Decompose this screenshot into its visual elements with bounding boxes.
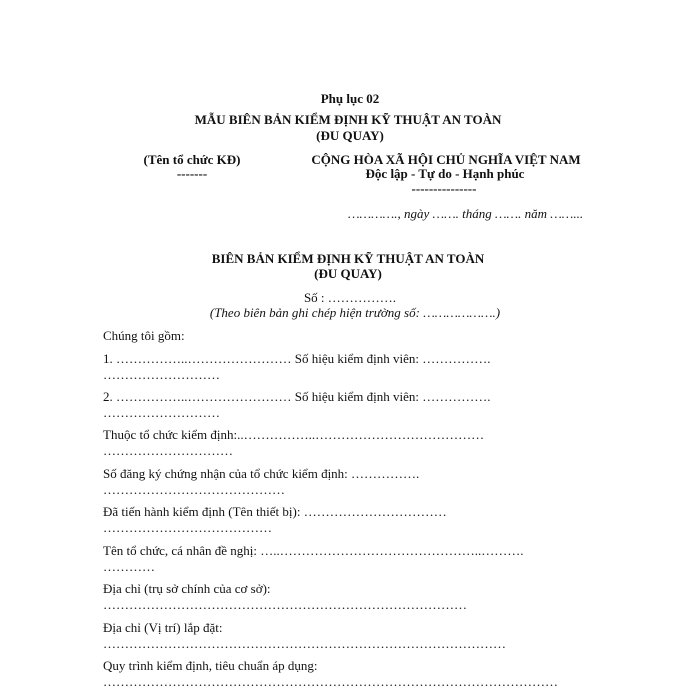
organization-name: (Tên tổ chức KĐ) xyxy=(143,152,241,167)
organization-field: Thuộc tổ chức kiểm định:..……………..………………………………… xyxy=(103,427,485,442)
inspector-1-line: 1. ……………..…………………… Số hiệu kiểm định viên: ……………. xyxy=(103,351,491,366)
certificate-field: Số đăng ký chứng nhận của tổ chức kiểm định: ……………. xyxy=(103,466,420,481)
date-line: …………., ngày ……. tháng ……. năm ……... xyxy=(348,206,584,221)
field-record-reference: (Theo biên bản ghi chép hiện trường số: ……………….) xyxy=(209,305,501,320)
location-label: Địa chỉ (Vị trí) lắp đặt: xyxy=(103,620,223,635)
procedure-label: Quy trình kiểm định, tiêu chuẩn áp dụng: xyxy=(103,658,318,673)
form-title: MẪU BIÊN BẢN KIỂM ĐỊNH KỸ THUẬT AN TOÀN xyxy=(194,112,502,127)
republic-name: CỘNG HÒA XÃ HỘI CHỦ NGHĨA VIỆT NAM xyxy=(311,152,581,167)
requester-field-continuation: ………… xyxy=(103,559,155,574)
address-field: ………………………………………………………………………… xyxy=(103,597,467,612)
national-motto: Độc lập - Tự do - Hạnh phúc xyxy=(365,166,525,181)
device-field-continuation: ………………………………… xyxy=(103,520,272,535)
inspector-2-line: 2. ……………..…………………… Số hiệu kiểm định viên: ……………. xyxy=(103,389,491,404)
address-label: Địa chỉ (trụ sở chính của cơ sở): xyxy=(103,581,271,596)
record-subtitle: (ĐU QUAY) xyxy=(314,266,382,281)
form-subtitle: (ĐU QUAY) xyxy=(316,128,384,143)
organization-dashes: ------- xyxy=(176,166,208,181)
inspector-1-continuation: ……………………… xyxy=(103,367,220,382)
annex-label: Phụ lục 02 xyxy=(320,91,380,106)
inspector-2-continuation: ……………………… xyxy=(103,405,220,420)
procedure-field: …………………………………………………………………………………………… xyxy=(103,674,558,689)
certificate-field-continuation: …………………………………… xyxy=(103,482,285,497)
device-field: Đã tiến hành kiểm định (Tên thiết bị): …………………………… xyxy=(103,504,447,519)
organization-field-continuation: ………………………… xyxy=(103,443,233,458)
intro-text: Chúng tôi gồm: xyxy=(103,328,185,343)
motto-dashes: --------------- xyxy=(411,181,477,196)
requester-field: Tên tổ chức, cá nhân đề nghị: …..………………………………………..………. xyxy=(103,543,524,558)
record-title: BIÊN BẢN KIỂM ĐỊNH KỸ THUẬT AN TOÀN xyxy=(211,251,485,266)
location-field: ………………………………………………………………………………… xyxy=(103,636,506,651)
record-number: Số : ……………. xyxy=(303,290,397,305)
